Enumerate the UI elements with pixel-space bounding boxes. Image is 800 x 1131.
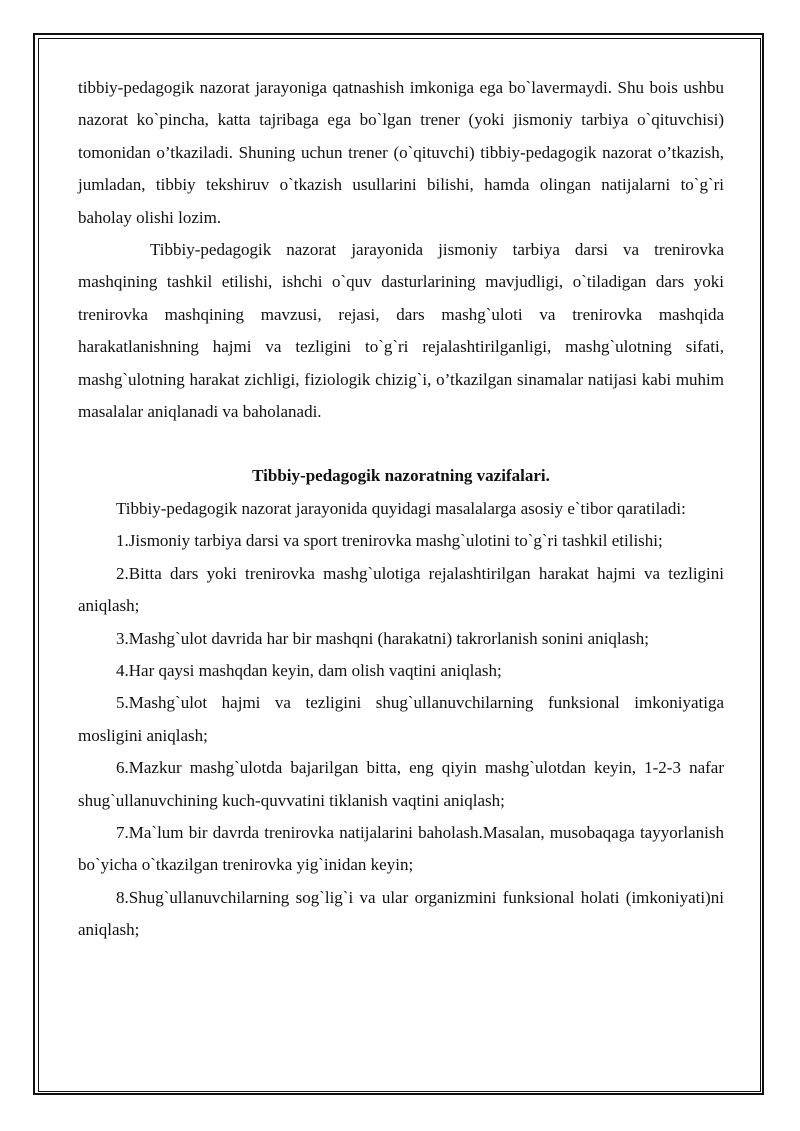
section-heading: Tibbiy-pedagogik nazoratning vazifalari.	[252, 466, 550, 486]
document-body	[78, 72, 724, 947]
list-item: 7.Ma`lum bir davrda trenirovka natijalarini baholash.Masalan, musobaqaga tayyorlanish bo`yicha o`tkazilgan trenirovka yig`inidan keyin;	[78, 822, 724, 875]
list-item: 8.Shug`ullanuvchilarning sog`lig`i va ular organizmini funksional holati (imkoniyati)ni aniqlash;	[78, 887, 724, 940]
list-item: 3.Mashg`ulot davrida har bir mashqni (harakatni) takrorlanish sonini aniqlash;	[116, 628, 650, 648]
intro-paragraph: Tibbiy-pedagogik nazorat jarayonida quyidagi masalalarga asosiy e`tibor qaratiladi:	[116, 498, 686, 518]
list-item: 1.Jismoniy tarbiya darsi va sport trenirovka mashg`ulotini to`g`ri tashkil etilishi;	[116, 531, 663, 551]
list-item: 4.Har qaysi mashqdan keyin, dam olish vaqtini aniqlash;	[116, 660, 502, 680]
list-item: 2.Bitta dars yoki trenirovka mashg`ulotiga rejalashtirilgan harakat hajmi va tezligini aniqlash;	[78, 563, 724, 616]
list-item: 6.Mazkur mashg`ulotda bajarilgan bitta, eng qiyin mashg`ulotdan keyin, 1-2-3 nafar shug`ullanuvchining kuch-quvvatini tiklanish vaqtini aniqlash;	[78, 758, 724, 810]
paragraph-2: Tibbiy-pedagogik nazorat jarayonida jismoniy tarbiya darsi va trenirovka mashqining tashkil etilishi, ishchi o`quv dasturlarining mavjudligi, o`tiladigan dars yoki trenirovka mashqining mavzusi, rejasi, dars mashg`uloti va trenirovka mashqida harakatlanishning hajmi va tezligini to`g`ri rejalashtirilganligi, mashg`ulotning sifati, mashg`ulotning harakat zichligi, fiziologik chizig`i, o’tkazilgan sinamalar natijasi kabi muhim masalalar aniqlanadi va baholanadi.	[78, 240, 724, 422]
paragraph-1: tibbiy-pedagogik nazorat jarayoniga qatnashish imkoniga ega bo`lavermaydi. Shu bois ushbu nazorat ko`pincha, katta tajribaga ega bo`lgan trener (yoki jismoniy tarbiya o`qituvchisi) tomonidan o’tkaziladi. Shuning uchun trener (o`qituvchi) tibbiy-pedagogik nazorat o’tkazish, jumladan, tibbiy tekshiruv o`tkazish usullarini bilishi, hamda olingan natijalarni to`g`ri baholay olishi lozim.	[78, 78, 724, 227]
list-item: 5.Mashg`ulot hajmi va tezligini shug`ullanuvchilarning funksional imkoniyatiga mosligini aniqlash;	[78, 693, 724, 745]
